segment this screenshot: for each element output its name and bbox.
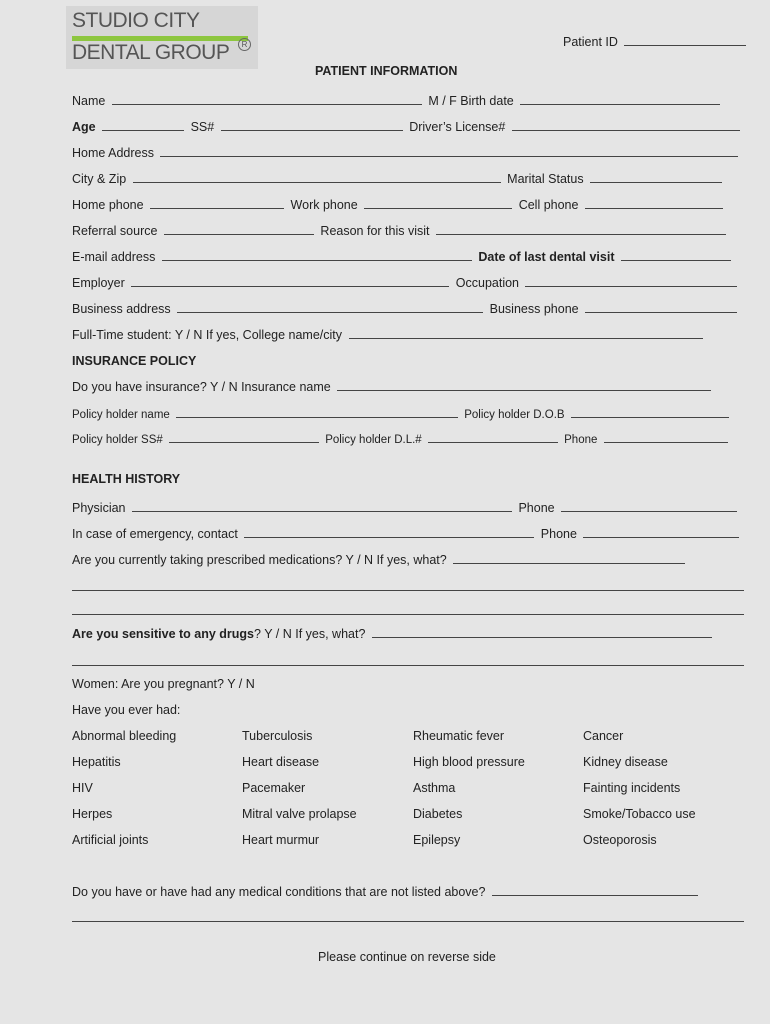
holder-dl-field[interactable]: [428, 431, 558, 443]
city-zip-field[interactable]: [133, 171, 501, 183]
condition-item[interactable]: Rheumatic fever: [413, 729, 505, 743]
student-row: [72, 327, 706, 343]
marital-status-label: Marital Status: [507, 172, 584, 186]
drugs-field[interactable]: [372, 626, 712, 638]
other-conditions-label: Do you have or have had any medical conditions that are not listed above?: [72, 885, 486, 899]
referral-row: [72, 223, 729, 239]
holder-dob-field[interactable]: [571, 406, 729, 418]
employer-row: [72, 275, 740, 291]
emergency-label: In case of emergency, contact: [72, 527, 238, 541]
condition-item[interactable]: Asthma: [413, 781, 456, 795]
patient-id-field[interactable]: [624, 34, 746, 46]
physician-label: Physician: [72, 501, 126, 515]
home-phone-label: Home phone: [72, 198, 144, 212]
drugs-row: [72, 626, 715, 642]
email-label: E-mail address: [72, 250, 156, 264]
business-phone-field[interactable]: [585, 301, 737, 313]
holder-id-row: [72, 431, 731, 448]
ss-label: SS#: [190, 120, 215, 134]
physician-field[interactable]: [132, 500, 512, 512]
business-phone-label: Business phone: [489, 302, 579, 316]
holder-ss-field[interactable]: [169, 431, 319, 443]
condition-item[interactable]: Kidney disease: [583, 755, 668, 769]
work-phone-label: Work phone: [290, 198, 358, 212]
condition-item[interactable]: Smoke/Tobacco use: [583, 807, 696, 821]
occupation-label: Occupation: [455, 276, 519, 290]
last-visit-label: Date of last dental visit: [478, 250, 615, 264]
email-row: [72, 249, 734, 265]
city-row: [72, 171, 725, 187]
page-title: PATIENT INFORMATION: [315, 64, 458, 78]
city-zip-label: City & Zip: [72, 172, 127, 186]
condition-item[interactable]: Mitral valve prolapse: [242, 807, 357, 821]
holder-ss-label: Policy holder SS#: [72, 434, 163, 446]
dental-group-logo: [66, 6, 258, 69]
occupation-field[interactable]: [525, 275, 737, 287]
insurance-label: Do you have insurance? Y / N Insurance name: [72, 380, 331, 394]
cell-phone-label: Cell phone: [518, 198, 579, 212]
name-field[interactable]: [112, 93, 422, 105]
holder-row: [72, 406, 732, 423]
holder-phone-field[interactable]: [604, 431, 728, 443]
other-conditions-line[interactable]: [72, 921, 744, 922]
other-conditions-row: [72, 884, 701, 900]
age-row: [72, 119, 743, 135]
physician-phone-field[interactable]: [561, 500, 737, 512]
holder-name-field[interactable]: [176, 406, 458, 418]
pregnant-row: Women: Are you pregnant? Y / N: [72, 677, 255, 691]
home-address-row: [72, 145, 741, 161]
holder-dob-label: Policy holder D.O.B: [464, 409, 565, 421]
holder-phone-label: Phone: [564, 434, 598, 446]
ever-had-label: Have you ever had:: [72, 703, 181, 717]
email-field[interactable]: [162, 249, 472, 261]
business-row: [72, 301, 740, 317]
referral-source-label: Referral source: [72, 224, 158, 238]
drivers-license-field[interactable]: [512, 119, 740, 131]
physician-phone-label: Phone: [518, 501, 555, 515]
medications-field[interactable]: [453, 552, 685, 564]
cell-phone-field[interactable]: [585, 197, 723, 209]
holder-dl-label: Policy holder D.L.#: [325, 434, 422, 446]
patient-id-row: [563, 34, 749, 50]
condition-item[interactable]: HIV: [72, 781, 93, 795]
medications-row: [72, 552, 688, 568]
condition-item[interactable]: Osteoporosis: [583, 833, 657, 847]
emergency-contact-field[interactable]: [244, 526, 534, 538]
employer-label: Employer: [72, 276, 125, 290]
physician-row: [72, 500, 740, 516]
medications-label: Are you currently taking prescribed medications? Y / N If yes, what?: [72, 553, 447, 567]
home-phone-field[interactable]: [150, 197, 284, 209]
visit-reason-field[interactable]: [436, 223, 726, 235]
sex-birthdate-label: M / F Birth date: [428, 94, 514, 108]
last-visit-field[interactable]: [621, 249, 731, 261]
continue-note: Please continue on reverse side: [318, 950, 496, 964]
marital-status-field[interactable]: [590, 171, 722, 183]
condition-item[interactable]: Diabetes: [413, 807, 463, 821]
age-field[interactable]: [102, 119, 184, 131]
medications-line-1[interactable]: [72, 590, 744, 591]
birth-date-field[interactable]: [520, 93, 720, 105]
logo-line-1: STUDIO CITY: [72, 9, 200, 32]
condition-item[interactable]: Abnormal bleeding: [72, 729, 177, 743]
condition-item[interactable]: Herpes: [72, 807, 113, 821]
student-label: Full-Time student: Y / N If yes, College name/city: [72, 328, 343, 342]
condition-item[interactable]: Heart disease: [242, 755, 320, 769]
registered-mark-icon: R: [238, 38, 251, 51]
other-conditions-field[interactable]: [492, 884, 698, 896]
home-address-label: Home Address: [72, 146, 154, 160]
emergency-phone-field[interactable]: [583, 526, 739, 538]
emergency-row: [72, 526, 742, 542]
patient-id-label: Patient ID: [563, 35, 618, 49]
drugs-line[interactable]: [72, 665, 744, 666]
home-address-field[interactable]: [160, 145, 738, 157]
holder-name-label: Policy holder name: [72, 409, 170, 421]
emergency-phone-label: Phone: [540, 527, 577, 541]
employer-field[interactable]: [131, 275, 449, 287]
condition-item[interactable]: Heart murmur: [242, 833, 320, 847]
name-row: [72, 93, 723, 109]
condition-item[interactable]: High blood pressure: [413, 755, 525, 769]
condition-item[interactable]: Epilepsy: [413, 833, 461, 847]
referral-source-field[interactable]: [164, 223, 314, 235]
drivers-license-label: Driver’s License#: [409, 120, 506, 134]
visit-reason-label: Reason for this visit: [320, 224, 430, 238]
logo-line-2: DENTAL GROUP: [72, 41, 230, 64]
phone-row: [72, 197, 726, 213]
insurance-name-field[interactable]: [337, 379, 711, 391]
business-address-label: Business address: [72, 302, 171, 316]
condition-item[interactable]: Hepatitis: [72, 755, 121, 769]
age-label: Age: [72, 120, 96, 134]
drugs-label-bold: Are you sensitive to any drugs: [72, 627, 254, 641]
ss-field[interactable]: [221, 119, 403, 131]
condition-item[interactable]: Tuberculosis: [242, 729, 313, 743]
condition-item[interactable]: Cancer: [583, 729, 624, 743]
college-field[interactable]: [349, 327, 703, 339]
drugs-label: ? Y / N If yes, what?: [254, 627, 366, 641]
business-address-field[interactable]: [177, 301, 483, 313]
condition-item[interactable]: Artificial joints: [72, 833, 149, 847]
condition-item[interactable]: Fainting incidents: [583, 781, 681, 795]
insurance-row: [72, 379, 714, 395]
condition-item[interactable]: Pacemaker: [242, 781, 306, 795]
medications-line-2[interactable]: [72, 614, 744, 615]
name-label: Name: [72, 94, 106, 108]
work-phone-field[interactable]: [364, 197, 512, 209]
health-heading: HEALTH HISTORY: [72, 472, 181, 486]
insurance-heading: INSURANCE POLICY: [72, 354, 197, 368]
